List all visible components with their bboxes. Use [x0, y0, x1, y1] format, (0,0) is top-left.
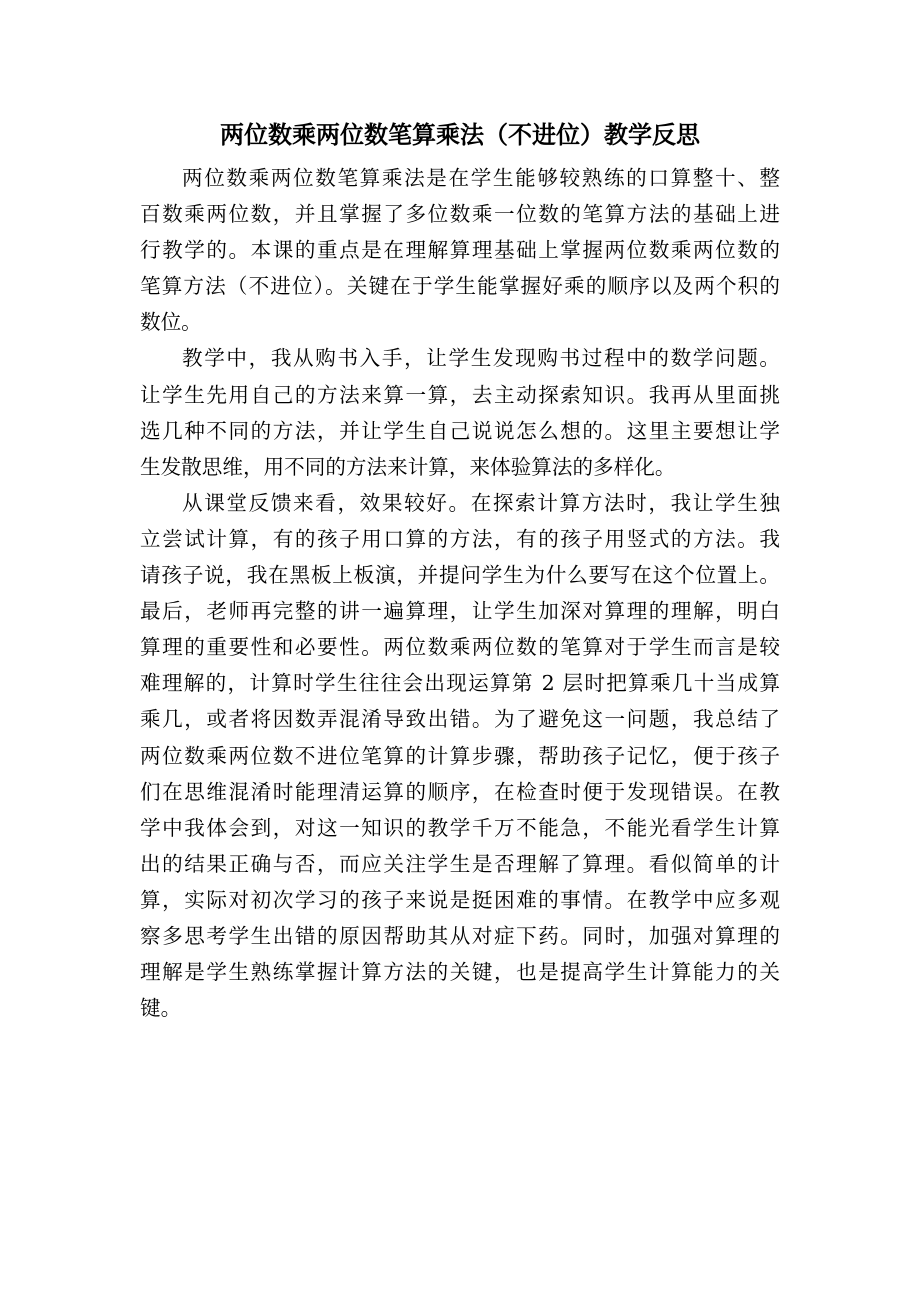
- text-line: 教学中，我从购书入手，让学生发现购书过程中的数学问题。: [182, 346, 780, 371]
- text-line: 笔算方法（不进位）。关键在于学生能掌握好乘的顺序以及两个积的: [140, 274, 780, 299]
- text-line: 选几种不同的方法，并让学生自己说说怎么想的。这里主要想让学: [140, 418, 780, 443]
- text-line: 百数乘两位数，并且掌握了多位数乘一位数的笔算方法的基础上进: [140, 202, 780, 227]
- document-title: 两位数乘两位数笔算乘法（不进位）教学反思: [220, 120, 700, 149]
- text-line: 从课堂反馈来看，效果较好。在探索计算方法时，我让学生独: [182, 490, 780, 515]
- text-line: 键。: [140, 996, 182, 1021]
- text-line: 出的结果正确与否，而应关注学生是否理解了算理。看似简单的计: [140, 851, 780, 876]
- text-line: 们在思维混淆时能理清运算的顺序，在检查时便于发现错误。在教: [140, 779, 780, 804]
- paragraph-1: [140, 160, 780, 340]
- text-line: 两位数乘两位数不进位笔算的计算步骤，帮助孩子记忆，便于孩子: [140, 743, 780, 768]
- paragraph-3: [140, 485, 780, 1026]
- text-line: 乘几，或者将因数弄混淆导致出错。为了避免这一问题，我总结了: [140, 707, 780, 732]
- text-line: 立尝试计算，有的孩子用口算的方法，有的孩子用竖式的方法。我: [140, 526, 780, 551]
- text-line: 让学生先用自己的方法来算一算，去主动探索知识。我再从里面挑: [140, 382, 780, 407]
- text-line: 算理的重要性和必要性。两位数乘两位数的笔算对于学生而言是较: [140, 635, 780, 660]
- paragraph-2: [140, 340, 780, 484]
- text-line: 学中我体会到，对这一知识的教学千万不能急，不能光看学生计算: [140, 815, 780, 840]
- text-line: 算，实际对初次学习的孩子来说是挺困难的事情。在教学中应多观: [140, 887, 780, 912]
- text-line: 两位数乘两位数笔算乘法是在学生能够较熟练的口算整十、整: [182, 166, 780, 190]
- text-line: 理解是学生熟练掌握计算方法的关键，也是提高学生计算能力的关: [140, 960, 780, 985]
- text-line: 难理解的，计算时学生往往会出现运算第 2 层时把算乘几十当成算: [140, 671, 780, 696]
- text-line: 数位。: [140, 310, 202, 335]
- text-line: 行教学的。本课的重点是在理解算理基础上掌握两位数乘两位数的: [140, 238, 780, 263]
- text-line: 最后，老师再完整的讲一遍算理，让学生加深对算理的理解，明白: [140, 599, 780, 624]
- document-body: [140, 160, 780, 1026]
- text-line: 察多思考学生出错的原因帮助其从对症下药。同时，加强对算理的: [140, 923, 780, 948]
- text-line: 请孩子说，我在黑板上板演，并提问学生为什么要写在这个位置上。: [140, 563, 780, 588]
- text-line: 生发散思维，用不同的方法来计算，来体验算法的多样化。: [140, 454, 676, 479]
